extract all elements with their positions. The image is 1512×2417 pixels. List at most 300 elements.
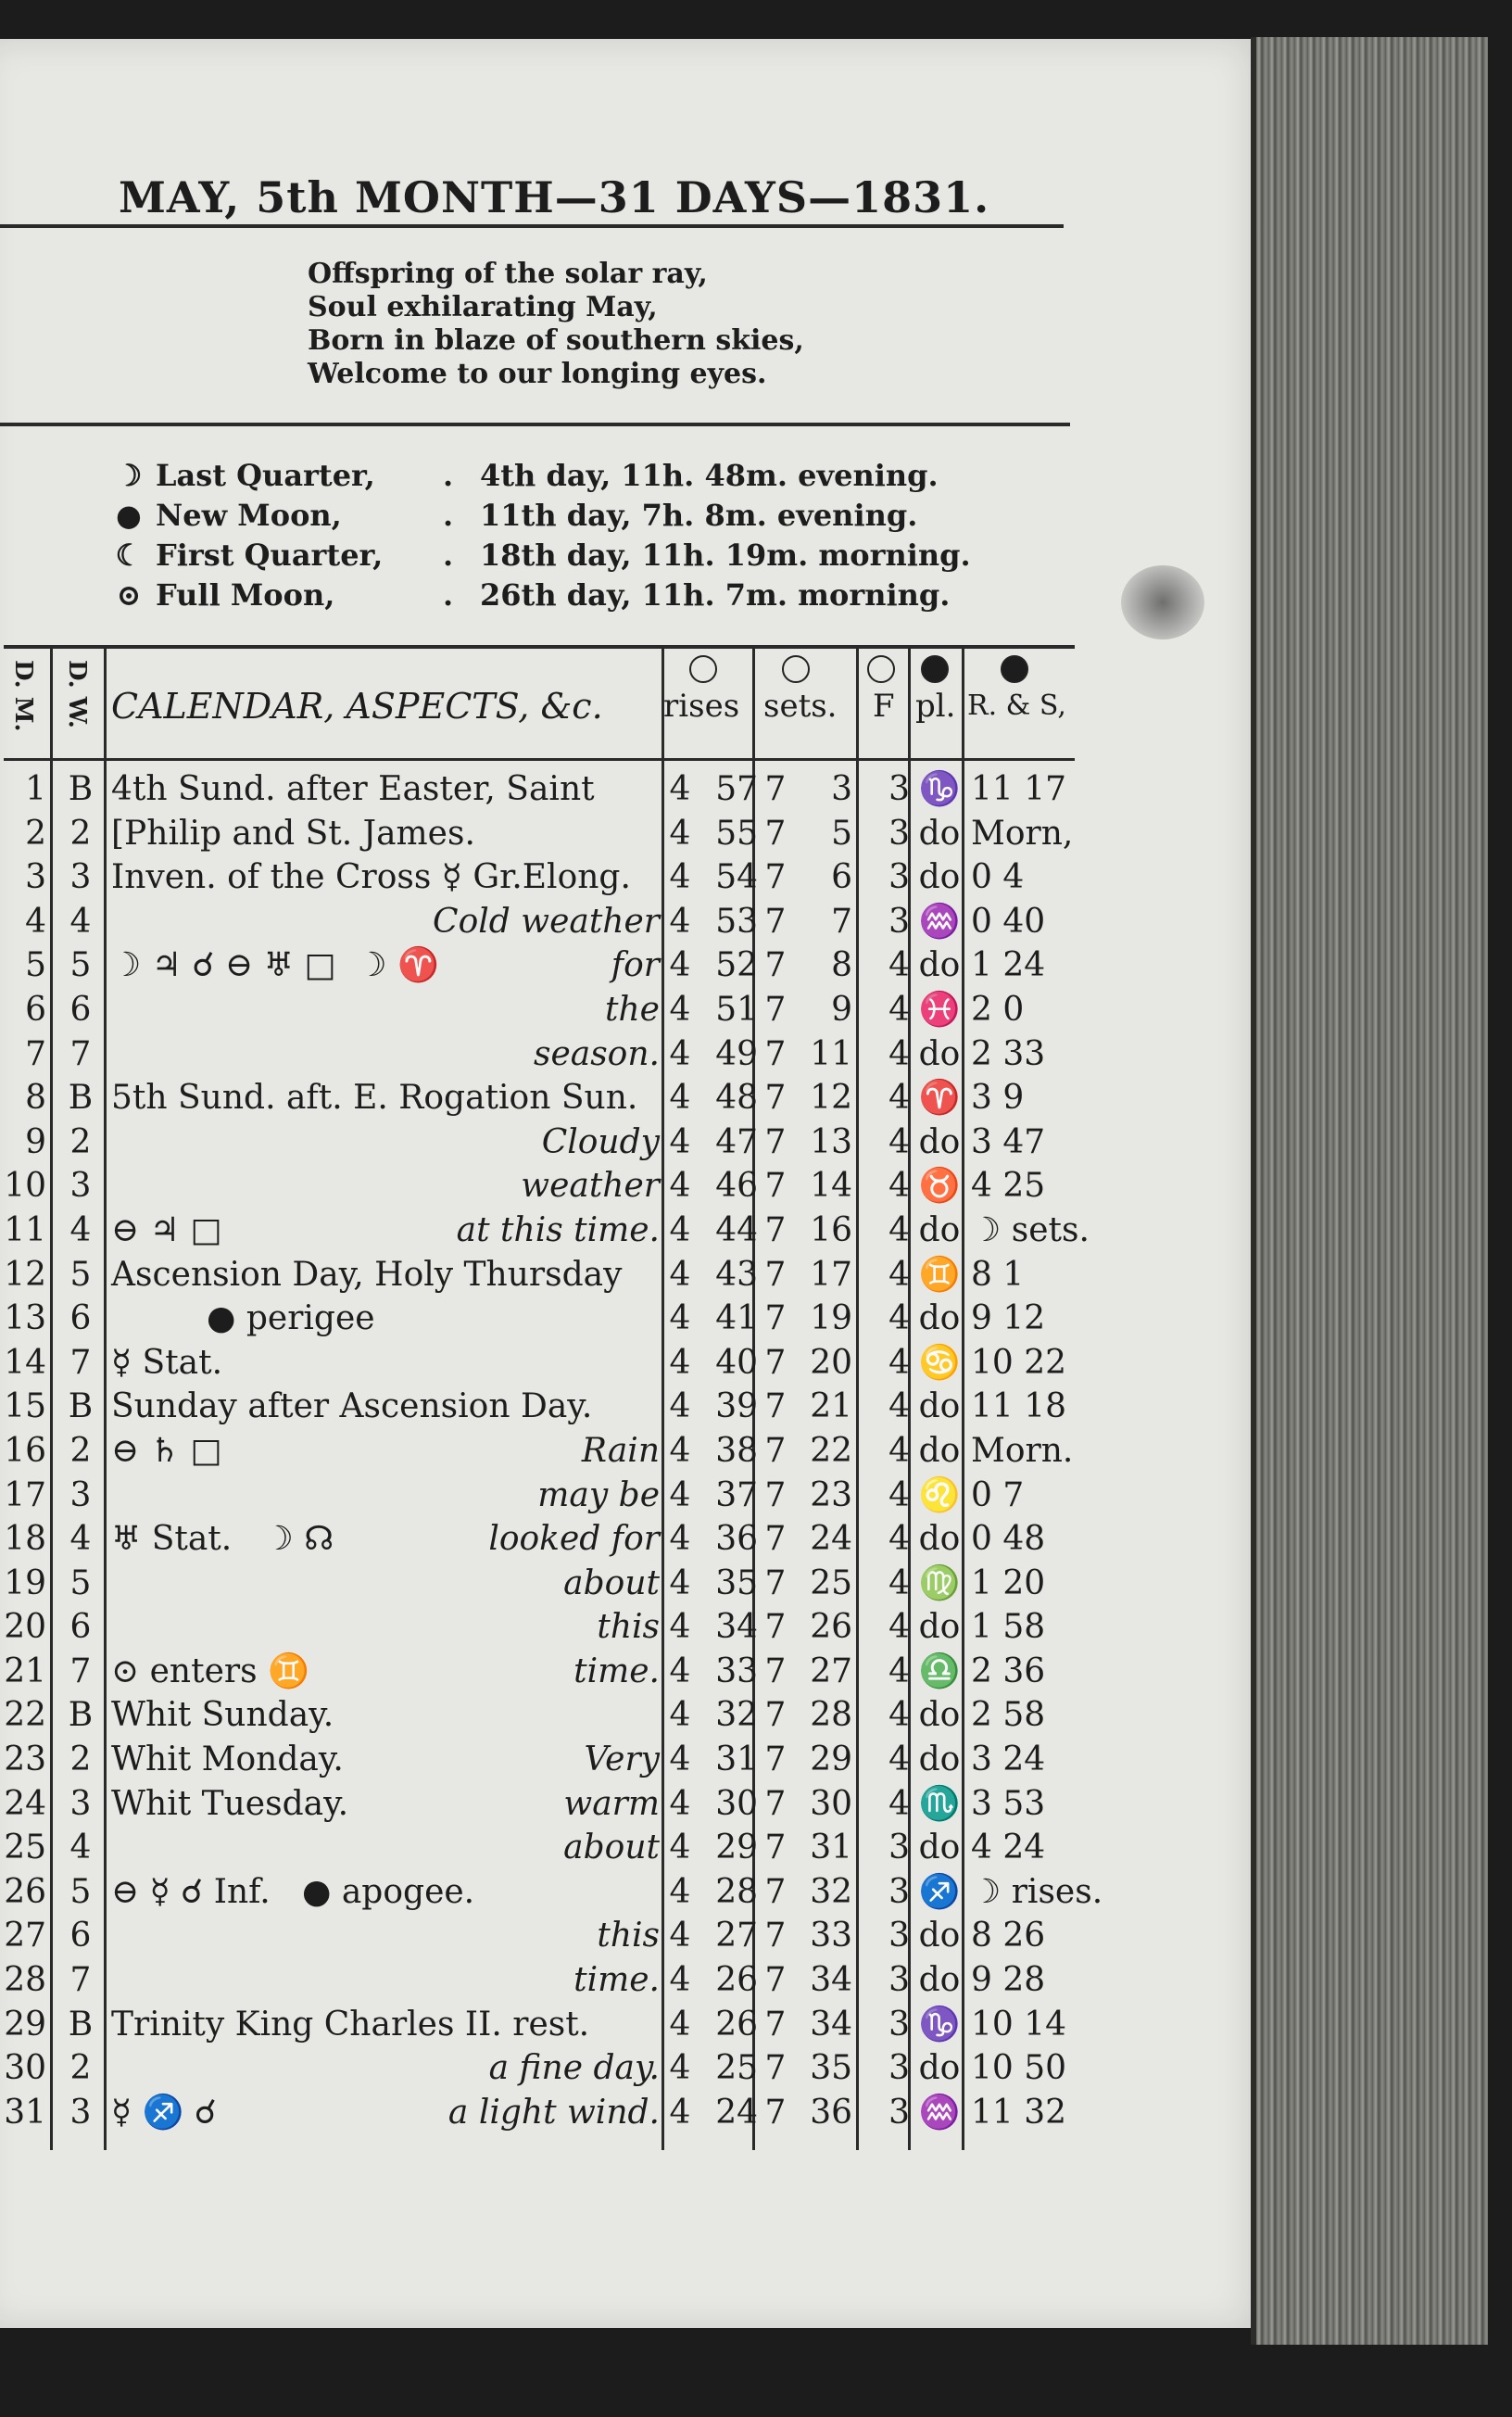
cell-rh: 4 bbox=[669, 990, 691, 1029]
cell-rm: 29 bbox=[715, 1829, 758, 1867]
cell-f: 4 bbox=[888, 1122, 910, 1161]
cell-rs: 10 22 bbox=[971, 1343, 1067, 1382]
cell-pl: do bbox=[918, 1829, 961, 1867]
weather-note: this bbox=[597, 1917, 660, 1955]
cell-dm: 3 bbox=[25, 858, 46, 897]
phase-name: Last Quarter, bbox=[156, 458, 375, 493]
cell-dw: 4 bbox=[69, 902, 92, 941]
cell-dm: 24 bbox=[4, 1784, 46, 1823]
phase-name: Full Moon, bbox=[156, 577, 335, 613]
cell-f: 4 bbox=[888, 1696, 910, 1735]
cell-dm: 14 bbox=[4, 1343, 46, 1382]
cell-rs: 10 14 bbox=[971, 2005, 1067, 2044]
poem-line: Offspring of the solar ray, bbox=[308, 258, 708, 290]
cell-dm: 1 bbox=[25, 770, 46, 808]
cell-dw: 7 bbox=[69, 1034, 92, 1073]
cell-sm: 14 bbox=[810, 1167, 852, 1206]
cell-f: 4 bbox=[888, 1210, 910, 1249]
cell-dw: 5 bbox=[69, 946, 92, 985]
cell-rh: 4 bbox=[669, 858, 691, 897]
cell-f: 3 bbox=[888, 858, 910, 897]
full-moon-icon: ⊙ bbox=[116, 577, 142, 613]
cell-sm: 24 bbox=[810, 1520, 852, 1559]
cell-dw: B bbox=[68, 1079, 94, 1118]
calendar-event: Whit Sunday. bbox=[111, 1696, 334, 1735]
calendar-event: Ascension Day, Holy Thursday bbox=[111, 1255, 623, 1294]
cell-rm: 35 bbox=[715, 1563, 758, 1602]
cell-sm: 31 bbox=[810, 1829, 852, 1867]
phase-sep: . bbox=[443, 577, 454, 613]
cell-rm: 26 bbox=[715, 2005, 758, 2044]
table-row bbox=[4, 1429, 1075, 1474]
cell-dw: 2 bbox=[69, 814, 92, 853]
table-row bbox=[4, 943, 1075, 988]
cell-dw: 3 bbox=[69, 1784, 92, 1823]
cell-pl: do bbox=[918, 1961, 961, 2000]
cell-dm: 9 bbox=[25, 1122, 46, 1161]
table-row bbox=[4, 1782, 1075, 1827]
sun-icon bbox=[867, 649, 895, 686]
cell-rm: 48 bbox=[715, 1079, 758, 1118]
cell-rs: 1 24 bbox=[971, 946, 1046, 985]
page-title: MAY, 5th MONTH—31 DAYS—1831. bbox=[119, 172, 990, 222]
cell-f: 4 bbox=[888, 1079, 910, 1118]
cell-dw: 7 bbox=[69, 1343, 92, 1382]
poem-rule bbox=[0, 423, 1070, 426]
header-pl: pl. bbox=[915, 688, 956, 725]
table-row bbox=[4, 900, 1075, 944]
calendar-event: 5th Sund. aft. E. Rogation Sun. bbox=[111, 1079, 638, 1118]
cell-sh: 7 bbox=[764, 1387, 787, 1426]
cell-rs: 1 58 bbox=[971, 1608, 1046, 1647]
cell-rs: 0 48 bbox=[971, 1520, 1046, 1559]
cell-dw: 3 bbox=[69, 858, 92, 897]
cell-pl: do bbox=[918, 2049, 961, 2088]
cell-sm: 7 bbox=[831, 902, 852, 941]
cell-pl: ♒ bbox=[918, 2093, 961, 2132]
cell-rs: 0 40 bbox=[971, 902, 1046, 941]
cell-dm: 11 bbox=[4, 1210, 46, 1249]
table-row bbox=[4, 1076, 1075, 1120]
cell-rh: 4 bbox=[669, 1917, 691, 1955]
weather-note: Cold weather bbox=[433, 902, 660, 941]
cell-rh: 4 bbox=[669, 946, 691, 985]
sun-icon bbox=[689, 649, 717, 686]
cell-dw: 3 bbox=[69, 2093, 92, 2132]
cell-sm: 16 bbox=[810, 1210, 852, 1249]
cell-dw: 6 bbox=[69, 1917, 92, 1955]
cell-sh: 7 bbox=[764, 1167, 787, 1206]
cell-pl: ♉ bbox=[918, 1167, 961, 1206]
cell-pl: do bbox=[918, 1210, 961, 1249]
cell-sh: 7 bbox=[764, 1079, 787, 1118]
calendar-event: ⊙ enters ♊ bbox=[111, 1651, 309, 1690]
cell-rm: 52 bbox=[715, 946, 758, 985]
cell-sm: 17 bbox=[810, 1255, 852, 1294]
phase-sep: . bbox=[443, 538, 454, 573]
cell-rh: 4 bbox=[669, 1563, 691, 1602]
cell-dm: 20 bbox=[4, 1608, 46, 1647]
table-row bbox=[4, 767, 1075, 812]
cell-dw: 4 bbox=[69, 1520, 92, 1559]
cell-sm: 20 bbox=[810, 1343, 852, 1382]
cell-pl: do bbox=[918, 1387, 961, 1426]
cell-rs: Morn, bbox=[971, 814, 1074, 853]
header-rises: rises bbox=[663, 688, 740, 725]
cell-sh: 7 bbox=[764, 1210, 787, 1249]
cell-rm: 31 bbox=[715, 1740, 758, 1779]
phase-sep: . bbox=[443, 458, 454, 493]
table-row bbox=[4, 1297, 1075, 1341]
cell-dw: 3 bbox=[69, 1475, 92, 1514]
weather-note: looked for bbox=[488, 1520, 660, 1559]
cell-rh: 4 bbox=[669, 2049, 691, 2088]
poem-line: Welcome to our longing eyes. bbox=[308, 358, 767, 390]
cell-sm: 34 bbox=[810, 1961, 852, 2000]
weather-note: Cloudy bbox=[541, 1122, 660, 1161]
weather-note: for bbox=[611, 946, 660, 985]
cell-rm: 25 bbox=[715, 2049, 758, 2088]
cell-rh: 4 bbox=[669, 2093, 691, 2132]
cell-dw: 6 bbox=[69, 1608, 92, 1647]
cell-dm: 30 bbox=[4, 2049, 46, 2088]
cell-dm: 10 bbox=[4, 1167, 46, 1206]
cell-rm: 57 bbox=[715, 770, 758, 808]
cell-rm: 34 bbox=[715, 1608, 758, 1647]
cell-f: 3 bbox=[888, 2049, 910, 2088]
cell-dm: 5 bbox=[25, 946, 46, 985]
cell-rs: 8 1 bbox=[971, 1255, 1025, 1294]
cell-rm: 26 bbox=[715, 1961, 758, 2000]
calendar-event: ☿ Stat. bbox=[111, 1343, 223, 1382]
poem-line: Born in blaze of southern skies, bbox=[308, 324, 804, 357]
cell-pl: ♐ bbox=[918, 1872, 961, 1911]
cell-dw: 2 bbox=[69, 1431, 92, 1470]
moon-phase-row bbox=[102, 576, 982, 615]
cell-sm: 3 bbox=[831, 770, 852, 808]
cell-sm: 11 bbox=[810, 1034, 852, 1073]
cell-sh: 7 bbox=[764, 1475, 787, 1514]
calendar-table bbox=[4, 649, 1103, 2150]
phase-name: New Moon, bbox=[156, 498, 342, 533]
cell-f: 4 bbox=[888, 1651, 910, 1690]
new-moon-icon: ● bbox=[116, 498, 142, 533]
cell-dm: 22 bbox=[4, 1696, 46, 1735]
cell-f: 4 bbox=[888, 1343, 910, 1382]
cell-rh: 4 bbox=[669, 1608, 691, 1647]
cell-rh: 4 bbox=[669, 1167, 691, 1206]
cell-rs: 3 53 bbox=[971, 1784, 1046, 1823]
cell-rs: 2 33 bbox=[971, 1034, 1046, 1073]
header-calendar: CALENDAR, ASPECTS, &c. bbox=[111, 686, 603, 727]
calendar-event: ● perigee bbox=[111, 1299, 375, 1338]
table-row bbox=[4, 1914, 1075, 1958]
cell-rh: 4 bbox=[669, 1299, 691, 1338]
weather-note: a light wind. bbox=[447, 2093, 660, 2132]
book-page-edges bbox=[1251, 37, 1488, 2345]
table-row bbox=[4, 1385, 1075, 1429]
cell-rs: 11 18 bbox=[971, 1387, 1067, 1426]
table-row bbox=[4, 1253, 1075, 1297]
cell-sh: 7 bbox=[764, 946, 787, 985]
table-row bbox=[4, 1208, 1090, 1253]
cell-sh: 7 bbox=[764, 770, 787, 808]
cell-sh: 7 bbox=[764, 1122, 787, 1161]
cell-rm: 55 bbox=[715, 814, 758, 853]
calendar-event: Sunday after Ascension Day. bbox=[111, 1387, 593, 1426]
cell-rs: 2 58 bbox=[971, 1696, 1046, 1735]
cell-sh: 7 bbox=[764, 1343, 787, 1382]
table-row bbox=[4, 1120, 1075, 1165]
cell-rm: 43 bbox=[715, 1255, 758, 1294]
cell-dw: 3 bbox=[69, 1167, 92, 1206]
cell-rm: 44 bbox=[715, 1210, 758, 1249]
cell-rh: 4 bbox=[669, 1034, 691, 1073]
cell-sm: 32 bbox=[810, 1872, 852, 1911]
cell-rm: 32 bbox=[715, 1696, 758, 1735]
cell-rs: ☽ rises. bbox=[971, 1872, 1103, 1911]
moon-phases bbox=[102, 456, 982, 615]
cell-f: 4 bbox=[888, 1299, 910, 1338]
cell-dw: 5 bbox=[69, 1255, 92, 1294]
cell-sm: 35 bbox=[810, 2049, 852, 2088]
cell-rs: 3 9 bbox=[971, 1079, 1025, 1118]
table-row bbox=[4, 1164, 1075, 1208]
cell-rm: 24 bbox=[715, 2093, 758, 2132]
cell-sm: 19 bbox=[810, 1299, 852, 1338]
cell-rh: 4 bbox=[669, 1740, 691, 1779]
cell-dm: 6 bbox=[25, 990, 46, 1029]
cell-sm: 25 bbox=[810, 1563, 852, 1602]
ink-stain bbox=[1121, 565, 1204, 639]
cell-dm: 25 bbox=[4, 1829, 46, 1867]
cell-sm: 36 bbox=[810, 2093, 852, 2132]
cell-dm: 21 bbox=[4, 1651, 46, 1690]
cell-sh: 7 bbox=[764, 2049, 787, 2088]
moon-icon bbox=[1001, 649, 1028, 686]
cell-sh: 7 bbox=[764, 990, 787, 1029]
title-rule bbox=[0, 224, 1064, 228]
weather-note: this bbox=[597, 1608, 660, 1647]
cell-rm: 54 bbox=[715, 858, 758, 897]
cell-sm: 22 bbox=[810, 1431, 852, 1470]
cell-pl: ♋ bbox=[918, 1343, 961, 1382]
cell-sh: 7 bbox=[764, 1696, 787, 1735]
cell-f: 3 bbox=[888, 1872, 910, 1911]
cell-rs: 3 24 bbox=[971, 1740, 1046, 1779]
cell-pl: do bbox=[918, 814, 961, 853]
cell-dm: 17 bbox=[4, 1475, 46, 1514]
cell-pl: do bbox=[918, 858, 961, 897]
weather-note: weather bbox=[521, 1167, 660, 1206]
cell-rm: 41 bbox=[715, 1299, 758, 1338]
cell-rs: 4 25 bbox=[971, 1167, 1046, 1206]
cell-dw: 5 bbox=[69, 1563, 92, 1602]
cell-pl: do bbox=[918, 1696, 961, 1735]
cell-rm: 51 bbox=[715, 990, 758, 1029]
calendar-event: ⊖ ♃ □ bbox=[111, 1210, 222, 1249]
cell-f: 4 bbox=[888, 1740, 910, 1779]
calendar-event: ♅ Stat. ☽ ☊ bbox=[111, 1520, 334, 1559]
sun-icon bbox=[782, 649, 810, 686]
cell-sm: 12 bbox=[810, 1079, 852, 1118]
header-sets: sets. bbox=[763, 688, 838, 725]
table-row bbox=[4, 2046, 1075, 2091]
cell-pl: ♍ bbox=[918, 1563, 961, 1602]
cell-dw: 4 bbox=[69, 1210, 92, 1249]
cell-f: 3 bbox=[888, 814, 910, 853]
cell-rh: 4 bbox=[669, 770, 691, 808]
cell-rm: 28 bbox=[715, 1872, 758, 1911]
cell-f: 3 bbox=[888, 2005, 910, 2044]
cell-pl: do bbox=[918, 1917, 961, 1955]
calendar-event: [Philip and St. James. bbox=[111, 814, 475, 853]
calendar-event: 4th Sund. after Easter, Saint bbox=[111, 770, 595, 808]
cell-f: 3 bbox=[888, 1829, 910, 1867]
cell-sh: 7 bbox=[764, 1740, 787, 1779]
table-row bbox=[4, 1826, 1075, 1870]
last-quarter-icon: ☽ bbox=[115, 458, 143, 493]
cell-sm: 6 bbox=[831, 858, 852, 897]
cell-sh: 7 bbox=[764, 1520, 787, 1559]
cell-rs: 3 47 bbox=[971, 1122, 1046, 1161]
table-row bbox=[4, 855, 1075, 900]
cell-f: 3 bbox=[888, 1961, 910, 2000]
cell-sm: 30 bbox=[810, 1784, 852, 1823]
calendar-event: ⊖ ☿ ☌ Inf. ● apogee. bbox=[111, 1872, 475, 1911]
cell-f: 4 bbox=[888, 1034, 910, 1073]
cell-dm: 27 bbox=[4, 1917, 46, 1955]
cell-rh: 4 bbox=[669, 1122, 691, 1161]
phase-name: First Quarter, bbox=[156, 538, 384, 573]
cell-dw: 6 bbox=[69, 1299, 92, 1338]
weather-note: time. bbox=[573, 1961, 660, 2000]
cell-sh: 7 bbox=[764, 902, 787, 941]
cell-dw: 2 bbox=[69, 1122, 92, 1161]
table-row bbox=[4, 1650, 1075, 1694]
cell-rm: 53 bbox=[715, 902, 758, 941]
weather-note: warm bbox=[563, 1784, 660, 1823]
cell-pl: ♈ bbox=[918, 1079, 961, 1118]
cell-pl: do bbox=[918, 1740, 961, 1779]
cell-rm: 40 bbox=[715, 1343, 758, 1382]
cell-rh: 4 bbox=[669, 2005, 691, 2044]
cell-sh: 7 bbox=[764, 1917, 787, 1955]
table-row bbox=[4, 1517, 1075, 1562]
cell-rm: 27 bbox=[715, 1917, 758, 1955]
cell-rh: 4 bbox=[669, 814, 691, 853]
cell-rs: Morn. bbox=[971, 1431, 1074, 1470]
weather-note: may be bbox=[537, 1475, 660, 1514]
cell-sh: 7 bbox=[764, 1872, 787, 1911]
cell-dm: 4 bbox=[25, 902, 46, 941]
cell-f: 4 bbox=[888, 1387, 910, 1426]
cell-dm: 18 bbox=[4, 1520, 46, 1559]
calendar-event: ☿ ♐ ☌ bbox=[111, 2093, 217, 2132]
cell-rh: 4 bbox=[669, 1872, 691, 1911]
cell-sh: 7 bbox=[764, 2093, 787, 2132]
header-rule bbox=[4, 758, 1075, 761]
moon-icon bbox=[921, 649, 949, 686]
calendar-event: Whit Tuesday. bbox=[111, 1784, 349, 1823]
calendar-event: Whit Monday. bbox=[111, 1740, 344, 1779]
cell-sh: 7 bbox=[764, 1784, 787, 1823]
weather-note: a fine day. bbox=[488, 2049, 660, 2088]
cell-rs: 9 12 bbox=[971, 1299, 1046, 1338]
cell-rh: 4 bbox=[669, 1520, 691, 1559]
cell-sm: 33 bbox=[810, 1917, 852, 1955]
cell-pl: do bbox=[918, 1034, 961, 1073]
cell-dm: 26 bbox=[4, 1872, 46, 1911]
cell-f: 3 bbox=[888, 902, 910, 941]
cell-rh: 4 bbox=[669, 1961, 691, 2000]
cell-pl: do bbox=[918, 1520, 961, 1559]
cell-pl: ♒ bbox=[918, 902, 961, 941]
cell-rh: 4 bbox=[669, 902, 691, 941]
cell-dm: 7 bbox=[25, 1034, 46, 1073]
moon-phase-row bbox=[102, 536, 982, 576]
moon-phase-row bbox=[102, 456, 982, 496]
cell-sh: 7 bbox=[764, 1255, 787, 1294]
cell-rs: 2 36 bbox=[971, 1651, 1046, 1690]
cell-rh: 4 bbox=[669, 1431, 691, 1470]
cell-dw: 2 bbox=[69, 1740, 92, 1779]
cell-dw: 2 bbox=[69, 2049, 92, 2088]
cell-dm: 15 bbox=[4, 1387, 46, 1426]
cell-rm: 49 bbox=[715, 1034, 758, 1073]
cell-dw: 6 bbox=[69, 990, 92, 1029]
cell-dm: 16 bbox=[4, 1431, 46, 1470]
table-row bbox=[4, 812, 1075, 856]
table-row bbox=[4, 2003, 1075, 2047]
cell-f: 4 bbox=[888, 1520, 910, 1559]
header-rises-sets: R. & S, bbox=[967, 690, 1066, 722]
table-row bbox=[4, 1693, 1075, 1738]
weather-note: about bbox=[563, 1563, 660, 1602]
table-row bbox=[4, 1958, 1075, 2003]
cell-dw: B bbox=[68, 770, 94, 808]
cell-sm: 27 bbox=[810, 1651, 852, 1690]
cell-sh: 7 bbox=[764, 2005, 787, 2044]
cell-sm: 9 bbox=[831, 990, 852, 1029]
cell-pl: ♓ bbox=[918, 990, 961, 1029]
weather-note: Very bbox=[584, 1740, 660, 1779]
calendar-event: Inven. of the Cross ☿ Gr.Elong. bbox=[111, 858, 631, 897]
calendar-event: ☽ ♃ ☌ ⊖ ♅ □ ☽ ♈ bbox=[111, 946, 439, 985]
weather-note: about bbox=[563, 1829, 660, 1867]
cell-rh: 4 bbox=[669, 1651, 691, 1690]
cell-pl: ♏ bbox=[918, 1784, 961, 1823]
table-row bbox=[4, 1474, 1075, 1518]
cell-rs: 9 28 bbox=[971, 1961, 1046, 2000]
cell-f: 4 bbox=[888, 1784, 910, 1823]
cell-dm: 29 bbox=[4, 2005, 46, 2044]
cell-rh: 4 bbox=[669, 1784, 691, 1823]
cell-rm: 46 bbox=[715, 1167, 758, 1206]
cell-sm: 29 bbox=[810, 1740, 852, 1779]
cell-f: 4 bbox=[888, 990, 910, 1029]
moon-phase-row bbox=[102, 496, 982, 536]
cell-rs: ☽ sets. bbox=[971, 1210, 1090, 1249]
cell-dw: 4 bbox=[69, 1829, 92, 1867]
cell-dm: 8 bbox=[25, 1079, 46, 1118]
cell-rm: 33 bbox=[715, 1651, 758, 1690]
cell-rh: 4 bbox=[669, 1210, 691, 1249]
header-f: F bbox=[873, 688, 895, 725]
cell-sh: 7 bbox=[764, 1608, 787, 1647]
table-row bbox=[4, 2091, 1075, 2135]
cell-f: 3 bbox=[888, 1917, 910, 1955]
